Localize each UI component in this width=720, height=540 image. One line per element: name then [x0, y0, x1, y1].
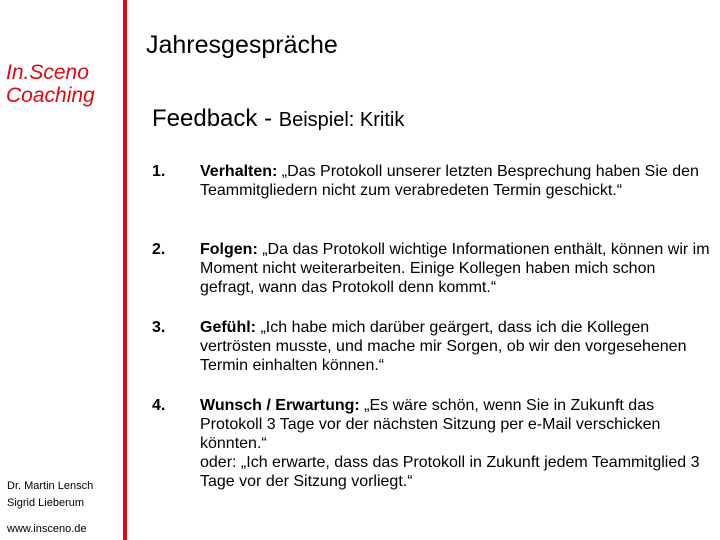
website-url: www.insceno.de — [7, 523, 87, 535]
item-label: Folgen: — [200, 241, 258, 258]
item-body: „Ich habe mich darüber geärgert, dass ich die Kollegen vertrösten musste, und mache mir Sorgen, ob wir den vorgesehenen Termin einhalten können.“ — [200, 319, 687, 374]
item-number: 2. — [152, 241, 166, 258]
item-label: Gefühl: — [200, 319, 256, 336]
author-block — [7, 478, 93, 512]
item-number: 3. — [152, 319, 166, 336]
item-body-alternative: oder: „Ich erwarte, dass das Protokoll in Zukunft jedem Teammitglied 3 Tage vor der Sitzung vorliegt.“ — [200, 454, 700, 490]
item-body: „Es wäre schön, wenn Sie in Zukunft das Protokoll 3 Tage vor der nächsten Sitzung per e-Mail verschicken könnten.“ — [200, 397, 661, 452]
item-text — [200, 396, 710, 491]
item-body: „Da das Protokoll wichtige Informationen enthält, können wir im Moment nicht weiterarbeiten. Einige Kollegen haben mich schon gefragt, wann das Protokoll denn kommt.“ — [200, 241, 710, 296]
item-body: „Das Protokoll unserer letzten Besprechung haben Sie den Teammitgliedern nicht zum verabredeten Termin geschickt.“ — [200, 163, 699, 199]
subtitle-dash: - — [257, 105, 279, 132]
slide-title: Jahresgespräche — [146, 31, 338, 59]
brand-line-1: In.Sceno — [6, 61, 89, 84]
subtitle-rest: Beispiel: Kritik — [278, 109, 405, 131]
author-name-1: Dr. Martin Lensch — [7, 480, 94, 492]
item-label: Verhalten: — [200, 163, 278, 180]
item-number: 1. — [152, 163, 166, 180]
item-number: 4. — [152, 397, 166, 414]
item-text — [200, 240, 710, 297]
slide-subtitle — [152, 105, 404, 133]
item-text — [200, 318, 710, 375]
item-text — [200, 162, 710, 200]
brand-line-2: Coaching — [6, 84, 95, 107]
vertical-divider — [123, 0, 127, 540]
subtitle-main: Feedback — [152, 105, 258, 132]
brand-logo — [6, 61, 118, 107]
item-label: Wunsch / Erwartung: — [200, 397, 360, 414]
author-name-2: Sigrid Lieberum — [7, 497, 85, 509]
